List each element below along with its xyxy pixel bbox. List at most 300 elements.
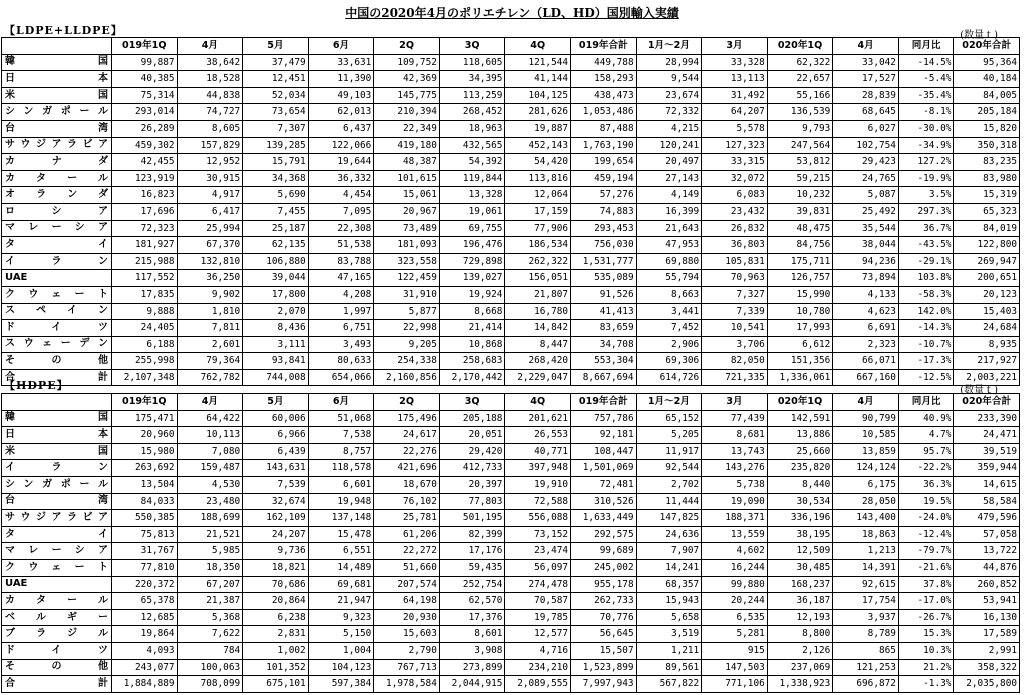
value-cell: -21.6% <box>898 559 953 576</box>
value-cell: 1,211 <box>636 642 702 659</box>
value-cell: 47,165 <box>308 270 374 287</box>
value-cell: 103.8% <box>898 270 953 287</box>
value-cell: 8,668 <box>439 303 505 320</box>
value-cell: -14.3% <box>898 320 953 337</box>
value-cell: 4,530 <box>177 476 243 493</box>
column-header: 020年1Q <box>767 394 833 411</box>
value-cell: 47,953 <box>636 237 702 254</box>
value-cell: 7,452 <box>636 320 702 337</box>
value-cell: 23,474 <box>505 543 571 560</box>
value-cell: -5.4% <box>898 71 953 88</box>
column-header: 3月 <box>702 394 768 411</box>
value-cell: 7,327 <box>702 286 768 303</box>
value-cell: 24,684 <box>954 320 1020 337</box>
section-title-ldpe: 【LDPE+LLDPE】 <box>4 24 123 37</box>
value-cell: 101,352 <box>243 659 309 676</box>
value-cell: 168,237 <box>767 576 833 593</box>
value-cell: 25,660 <box>767 443 833 460</box>
value-cell: 69,880 <box>636 253 702 270</box>
table-row <box>2 270 1020 287</box>
value-cell: 245,002 <box>571 559 637 576</box>
value-cell: 260,852 <box>954 576 1020 593</box>
value-cell: 104,125 <box>505 87 571 104</box>
value-cell: 762,782 <box>177 369 243 386</box>
value-cell: 7,539 <box>243 476 309 493</box>
value-cell: 40,385 <box>111 71 177 88</box>
column-header: 019年1Q <box>111 38 177 55</box>
value-cell: 18,350 <box>177 559 243 576</box>
value-cell: 39,044 <box>243 270 309 287</box>
value-cell: 597,384 <box>308 676 374 693</box>
value-cell: 73,654 <box>243 104 309 121</box>
value-cell: 57,276 <box>571 187 637 204</box>
value-cell: 205,184 <box>954 104 1020 121</box>
value-cell: 36,187 <box>767 593 833 610</box>
value-cell: 1,978,584 <box>374 676 440 693</box>
value-cell: 51,660 <box>374 559 440 576</box>
table-row <box>2 626 1020 643</box>
value-cell: 281,626 <box>505 104 571 121</box>
value-cell: 293,453 <box>571 220 637 237</box>
value-cell: 101,615 <box>374 170 440 187</box>
value-cell: 33,328 <box>702 54 768 71</box>
value-cell: 4,133 <box>833 286 899 303</box>
value-cell: 102,754 <box>833 137 899 154</box>
value-cell: 124,124 <box>833 460 899 477</box>
value-cell: 75,314 <box>111 87 177 104</box>
column-header: 3Q <box>439 394 505 411</box>
country-cell: カナダ <box>2 154 112 171</box>
country-cell: カタール <box>2 170 112 187</box>
value-cell: 4,093 <box>111 642 177 659</box>
value-cell: 15.3% <box>898 626 953 643</box>
value-cell: 56,097 <box>505 559 571 576</box>
value-cell: 19,924 <box>439 286 505 303</box>
value-cell: 75,813 <box>111 526 177 543</box>
value-cell: 24,405 <box>111 320 177 337</box>
value-cell: 6,535 <box>702 609 768 626</box>
value-cell: 262,733 <box>571 593 637 610</box>
table-row <box>2 410 1020 427</box>
value-cell: 2,790 <box>374 642 440 659</box>
value-cell: 175,471 <box>111 410 177 427</box>
value-cell: 23,674 <box>636 87 702 104</box>
value-cell: 68,645 <box>833 104 899 121</box>
value-cell: 4,623 <box>833 303 899 320</box>
value-cell: 26,553 <box>505 427 571 444</box>
value-cell: 62,570 <box>439 593 505 610</box>
value-cell: 252,754 <box>439 576 505 593</box>
country-cell: UAE <box>2 270 112 287</box>
value-cell: 113,816 <box>505 170 571 187</box>
value-cell: 39,831 <box>767 203 833 220</box>
value-cell: 15,319 <box>954 187 1020 204</box>
value-cell: 55,166 <box>767 87 833 104</box>
value-cell: 73,489 <box>374 220 440 237</box>
value-cell: 72,323 <box>111 220 177 237</box>
value-cell: 7,080 <box>177 443 243 460</box>
value-cell: 12,193 <box>767 609 833 626</box>
value-cell: 17,993 <box>767 320 833 337</box>
value-cell: 8,935 <box>954 336 1020 353</box>
value-cell: 18,963 <box>439 120 505 137</box>
value-cell: 12,952 <box>177 154 243 171</box>
value-cell: 667,160 <box>833 369 899 386</box>
value-cell: 6,437 <box>308 120 374 137</box>
value-cell: 200,651 <box>954 270 1020 287</box>
value-cell: 139,027 <box>439 270 505 287</box>
value-cell: 54,420 <box>505 154 571 171</box>
column-header: 6月 <box>308 38 374 55</box>
value-cell: 535,089 <box>571 270 637 287</box>
value-cell: 20,930 <box>374 609 440 626</box>
value-cell: 21,643 <box>636 220 702 237</box>
value-cell: 13,859 <box>833 443 899 460</box>
value-cell: 5,578 <box>702 120 768 137</box>
table-row <box>2 460 1020 477</box>
value-cell: 99,880 <box>702 576 768 593</box>
value-cell: 44,876 <box>954 559 1020 576</box>
value-cell: 121,253 <box>833 659 899 676</box>
country-cell: シンガポール <box>2 476 112 493</box>
value-cell: 292,575 <box>571 526 637 543</box>
value-cell: 255,998 <box>111 353 177 370</box>
value-cell: 9,205 <box>374 336 440 353</box>
value-cell: 9,793 <box>767 120 833 137</box>
value-cell: 243,077 <box>111 659 177 676</box>
value-cell: 12,064 <box>505 187 571 204</box>
table-row <box>2 286 1020 303</box>
value-cell: 188,699 <box>177 510 243 527</box>
value-cell: 36.7% <box>898 220 953 237</box>
table-row <box>2 87 1020 104</box>
value-cell: 262,322 <box>505 253 571 270</box>
value-cell: 10,113 <box>177 427 243 444</box>
country-cell: 台湾 <box>2 493 112 510</box>
value-cell: 235,820 <box>767 460 833 477</box>
value-cell: 2,702 <box>636 476 702 493</box>
value-cell: 25,492 <box>833 203 899 220</box>
value-cell: 147,825 <box>636 510 702 527</box>
table-row <box>2 510 1020 527</box>
value-cell: 767,713 <box>374 659 440 676</box>
value-cell: 69,755 <box>439 220 505 237</box>
value-cell: 8,605 <box>177 120 243 137</box>
value-cell: 151,356 <box>767 353 833 370</box>
country-cell: イラン <box>2 460 112 477</box>
value-cell: 57,058 <box>954 526 1020 543</box>
header-row <box>2 394 1020 411</box>
value-cell: 62,322 <box>767 54 833 71</box>
value-cell: 10,541 <box>702 320 768 337</box>
value-cell: 65,323 <box>954 203 1020 220</box>
value-cell: 21,414 <box>439 320 505 337</box>
value-cell: 17,159 <box>505 203 571 220</box>
value-cell: 2,070 <box>243 303 309 320</box>
table-row <box>2 120 1020 137</box>
country-cell: その他 <box>2 353 112 370</box>
value-cell: 52,034 <box>243 87 309 104</box>
value-cell: 30,534 <box>767 493 833 510</box>
value-cell: -79.7% <box>898 543 953 560</box>
value-cell: 22,276 <box>374 443 440 460</box>
value-cell: 14,241 <box>636 559 702 576</box>
country-cell: 韓国 <box>2 54 112 71</box>
country-cell: その他 <box>2 659 112 676</box>
value-cell: 77,810 <box>111 559 177 576</box>
column-header: 1月～2月 <box>636 394 702 411</box>
country-cell: タイ <box>2 237 112 254</box>
value-cell: 6,691 <box>833 320 899 337</box>
value-cell: 15,603 <box>374 626 440 643</box>
value-cell: 9,323 <box>308 609 374 626</box>
value-cell: 4,149 <box>636 187 702 204</box>
value-cell: 15,990 <box>767 286 833 303</box>
value-cell: 8,757 <box>308 443 374 460</box>
value-cell: 5,658 <box>636 609 702 626</box>
value-cell: 13,743 <box>702 443 768 460</box>
value-cell: 205,188 <box>439 410 505 427</box>
value-cell: 10,585 <box>833 427 899 444</box>
value-cell: 1,997 <box>308 303 374 320</box>
value-cell: 199,654 <box>571 154 637 171</box>
value-cell: 27,143 <box>636 170 702 187</box>
value-cell: 268,420 <box>505 353 571 370</box>
value-cell: 24,617 <box>374 427 440 444</box>
column-header: 同月比 <box>898 38 953 55</box>
value-cell: 38,195 <box>767 526 833 543</box>
value-cell: 16,130 <box>954 609 1020 626</box>
value-cell: 11,917 <box>636 443 702 460</box>
value-cell: 74,883 <box>571 203 637 220</box>
value-cell: 53,812 <box>767 154 833 171</box>
value-cell: 9,736 <box>243 543 309 560</box>
value-cell: 36,803 <box>702 237 768 254</box>
value-cell: 70,776 <box>571 609 637 626</box>
column-header: 2Q <box>374 38 440 55</box>
value-cell: 19,644 <box>308 154 374 171</box>
value-cell: 95,364 <box>954 54 1020 71</box>
value-cell: 21,387 <box>177 593 243 610</box>
value-cell: 33,315 <box>702 154 768 171</box>
value-cell: 118,578 <box>308 460 374 477</box>
value-cell: 20,397 <box>439 476 505 493</box>
column-header: 同月比 <box>898 394 953 411</box>
value-cell: 4,716 <box>505 642 571 659</box>
value-cell: 13,722 <box>954 543 1020 560</box>
column-header: 1月～2月 <box>636 38 702 55</box>
value-cell: 13,559 <box>702 526 768 543</box>
value-cell: 6,083 <box>702 187 768 204</box>
value-cell: 106,880 <box>243 253 309 270</box>
column-header: 020年合計 <box>954 394 1020 411</box>
value-cell: 729,898 <box>439 253 505 270</box>
value-cell: 350,318 <box>954 137 1020 154</box>
value-cell: 4,917 <box>177 187 243 204</box>
value-cell: 53,941 <box>954 593 1020 610</box>
value-cell: 37,479 <box>243 54 309 71</box>
value-cell: 237,069 <box>767 659 833 676</box>
value-cell: 1,884,889 <box>111 676 177 693</box>
value-cell: 19,061 <box>439 203 505 220</box>
value-cell: 15,478 <box>308 526 374 543</box>
value-cell: 64,207 <box>702 104 768 121</box>
country-cell: 米国 <box>2 87 112 104</box>
value-cell: 127.2% <box>898 154 953 171</box>
value-cell: 61,206 <box>374 526 440 543</box>
value-cell: 8,800 <box>767 626 833 643</box>
value-cell: 15,820 <box>954 120 1020 137</box>
value-cell: 58,584 <box>954 493 1020 510</box>
value-cell: 105,831 <box>702 253 768 270</box>
value-cell: 865 <box>833 642 899 659</box>
value-cell: 145,775 <box>374 87 440 104</box>
value-cell: 7,997,943 <box>571 676 637 693</box>
value-cell: 72,332 <box>636 104 702 121</box>
value-cell: 94,236 <box>833 253 899 270</box>
value-cell: 210,394 <box>374 104 440 121</box>
value-cell: 550,385 <box>111 510 177 527</box>
value-cell: 62,135 <box>243 237 309 254</box>
value-cell: 92,615 <box>833 576 899 593</box>
value-cell: 7,307 <box>243 120 309 137</box>
value-cell: 2,906 <box>636 336 702 353</box>
value-cell: 7,095 <box>308 203 374 220</box>
value-cell: 11,444 <box>636 493 702 510</box>
value-cell: 696,872 <box>833 676 899 693</box>
column-header <box>2 394 112 411</box>
value-cell: 220,372 <box>111 576 177 593</box>
value-cell: 122,459 <box>374 270 440 287</box>
value-cell: 109,752 <box>374 54 440 71</box>
value-cell: 59,435 <box>439 559 505 576</box>
value-cell: 181,927 <box>111 237 177 254</box>
value-cell: 1,501,069 <box>571 460 637 477</box>
value-cell: 147,503 <box>702 659 768 676</box>
value-cell: 397,948 <box>505 460 571 477</box>
value-cell: 82,399 <box>439 526 505 543</box>
value-cell: 28,839 <box>833 87 899 104</box>
value-cell: 24,636 <box>636 526 702 543</box>
value-cell: 121,544 <box>505 54 571 71</box>
value-cell: 56,645 <box>571 626 637 643</box>
value-cell: 955,178 <box>571 576 637 593</box>
value-cell: 5,281 <box>702 626 768 643</box>
value-cell: 8,789 <box>833 626 899 643</box>
value-cell: 158,293 <box>571 71 637 88</box>
column-header: 4月 <box>833 38 899 55</box>
value-cell: 22,308 <box>308 220 374 237</box>
value-cell: 3,111 <box>243 336 309 353</box>
value-cell: 83,788 <box>308 253 374 270</box>
value-cell: 51,068 <box>308 410 374 427</box>
value-cell: 2,107,348 <box>111 369 177 386</box>
value-cell: 65,152 <box>636 410 702 427</box>
column-header <box>2 38 112 55</box>
value-cell: 108,447 <box>571 443 637 460</box>
table-row <box>2 320 1020 337</box>
page-title: 中国の2020年4月のポリエチレン（LD、HD）国別輸入実績 <box>345 6 679 20</box>
value-cell: 2,044,915 <box>439 676 505 693</box>
value-cell: 157,829 <box>177 137 243 154</box>
value-cell: 23,432 <box>702 203 768 220</box>
value-cell: 77,803 <box>439 493 505 510</box>
value-cell: 438,473 <box>571 87 637 104</box>
value-cell: 10.3% <box>898 642 953 659</box>
value-cell: 67,207 <box>177 576 243 593</box>
value-cell: 19,948 <box>308 493 374 510</box>
value-cell: 6,027 <box>833 120 899 137</box>
value-cell: 19,785 <box>505 609 571 626</box>
value-cell: 15,403 <box>954 303 1020 320</box>
value-cell: 268,452 <box>439 104 505 121</box>
country-cell: ブラジル <box>2 626 112 643</box>
value-cell: 8,447 <box>505 336 571 353</box>
value-cell: 21,947 <box>308 593 374 610</box>
value-cell: 3,441 <box>636 303 702 320</box>
value-cell: 16,780 <box>505 303 571 320</box>
value-cell: 1,053,486 <box>571 104 637 121</box>
value-cell: 419,180 <box>374 137 440 154</box>
value-cell: 15,061 <box>374 187 440 204</box>
value-cell: 10,780 <box>767 303 833 320</box>
value-cell: 70,686 <box>243 576 309 593</box>
value-cell: 1,523,899 <box>571 659 637 676</box>
value-cell: 6,612 <box>767 336 833 353</box>
value-cell: 5,690 <box>243 187 309 204</box>
column-header: 020年合計 <box>954 38 1020 55</box>
table-row <box>2 576 1020 593</box>
value-cell: -43.5% <box>898 237 953 254</box>
value-cell: -26.7% <box>898 609 953 626</box>
unit-label-ldpe: (数量ｔ) <box>960 30 998 41</box>
table-row <box>2 187 1020 204</box>
value-cell: 310,526 <box>571 493 637 510</box>
value-cell: 6,238 <box>243 609 309 626</box>
value-cell: 127,323 <box>702 137 768 154</box>
value-cell: 20,864 <box>243 593 309 610</box>
value-cell: 274,478 <box>505 576 571 593</box>
value-cell: 24,207 <box>243 526 309 543</box>
value-cell: 258,683 <box>439 353 505 370</box>
value-cell: 118,605 <box>439 54 505 71</box>
value-cell: 23,480 <box>177 493 243 510</box>
value-cell: 675,101 <box>243 676 309 693</box>
value-cell: 95.7% <box>898 443 953 460</box>
value-cell: 1,633,449 <box>571 510 637 527</box>
value-cell: 2,160,856 <box>374 369 440 386</box>
value-cell: 556,088 <box>505 510 571 527</box>
value-cell: 41,413 <box>571 303 637 320</box>
value-cell: 16,399 <box>636 203 702 220</box>
value-cell: 59,215 <box>767 170 833 187</box>
value-cell: 25,781 <box>374 510 440 527</box>
country-cell: サウジアラビア <box>2 137 112 154</box>
value-cell: 60,006 <box>243 410 309 427</box>
value-cell: 6,551 <box>308 543 374 560</box>
value-cell: 32,674 <box>243 493 309 510</box>
column-header: 2Q <box>374 394 440 411</box>
country-cell: 韓国 <box>2 410 112 427</box>
value-cell: -12.5% <box>898 369 953 386</box>
country-cell: ベルギー <box>2 609 112 626</box>
value-cell: 55,794 <box>636 270 702 287</box>
value-cell: 68,357 <box>636 576 702 593</box>
value-cell: 20,123 <box>954 286 1020 303</box>
value-cell: 26,832 <box>702 220 768 237</box>
value-cell: 744,008 <box>243 369 309 386</box>
value-cell: 1,531,777 <box>571 253 637 270</box>
